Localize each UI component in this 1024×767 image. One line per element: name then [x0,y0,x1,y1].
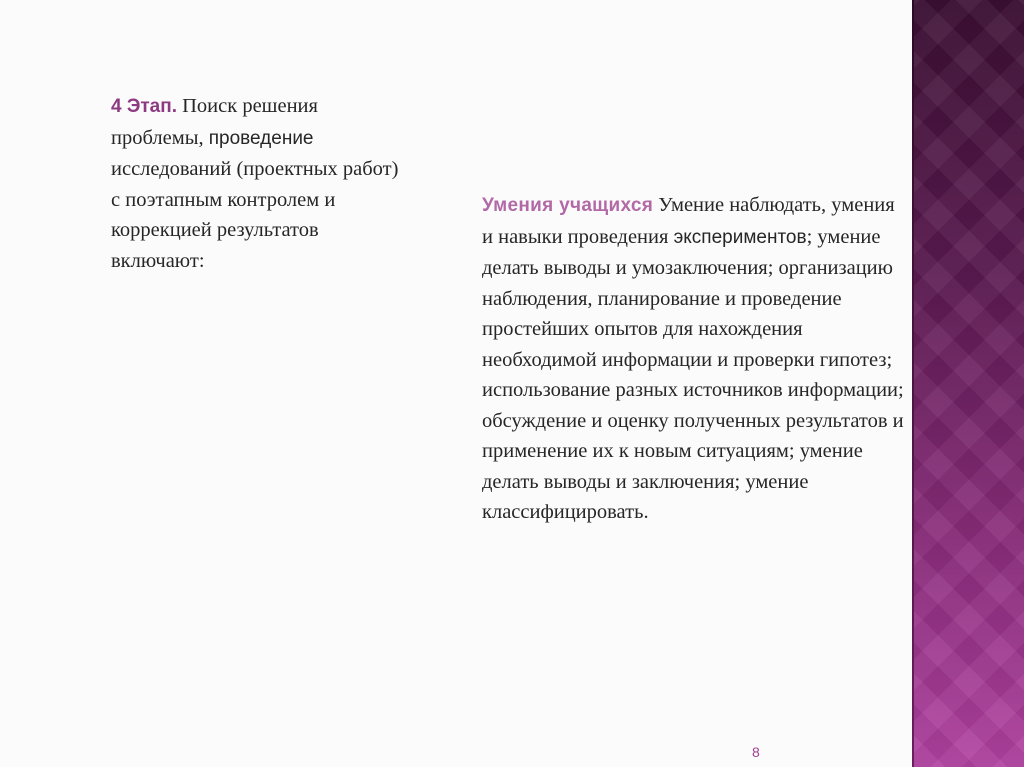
stage-text-part1: Поиск решения проблемы, [111,95,318,149]
page-number: 8 [752,744,760,760]
skills-heading: Умения учащихся [482,195,654,216]
stage-text-sans-word: проведение [208,127,314,149]
skills-text-part2: ; умение делать выводы и умозаключения; организацию наблюдения, планирование и проведение простейших опытов для нахождения необходимой информации и проверки гипотез; использование разных источников информации; обсуждение и оценку полученных результатов и применение их к новым ситуациям; умение делать выводы и заключения; умение классифицировать. [482,225,904,523]
skills-text-sans-word: экспериментов [673,226,807,248]
student-skills-description [482,190,907,528]
stage-heading: 4 Этап. [111,96,177,117]
decorative-sidebar [914,0,1024,767]
stage-description [111,91,411,276]
stage-text-part2: исследований (проектных работ) с поэтапным контролем и коррекцией результатов включают: [111,158,399,272]
skills-text-part1: Умение наблюдать, умения и навыки проведения [482,194,895,248]
